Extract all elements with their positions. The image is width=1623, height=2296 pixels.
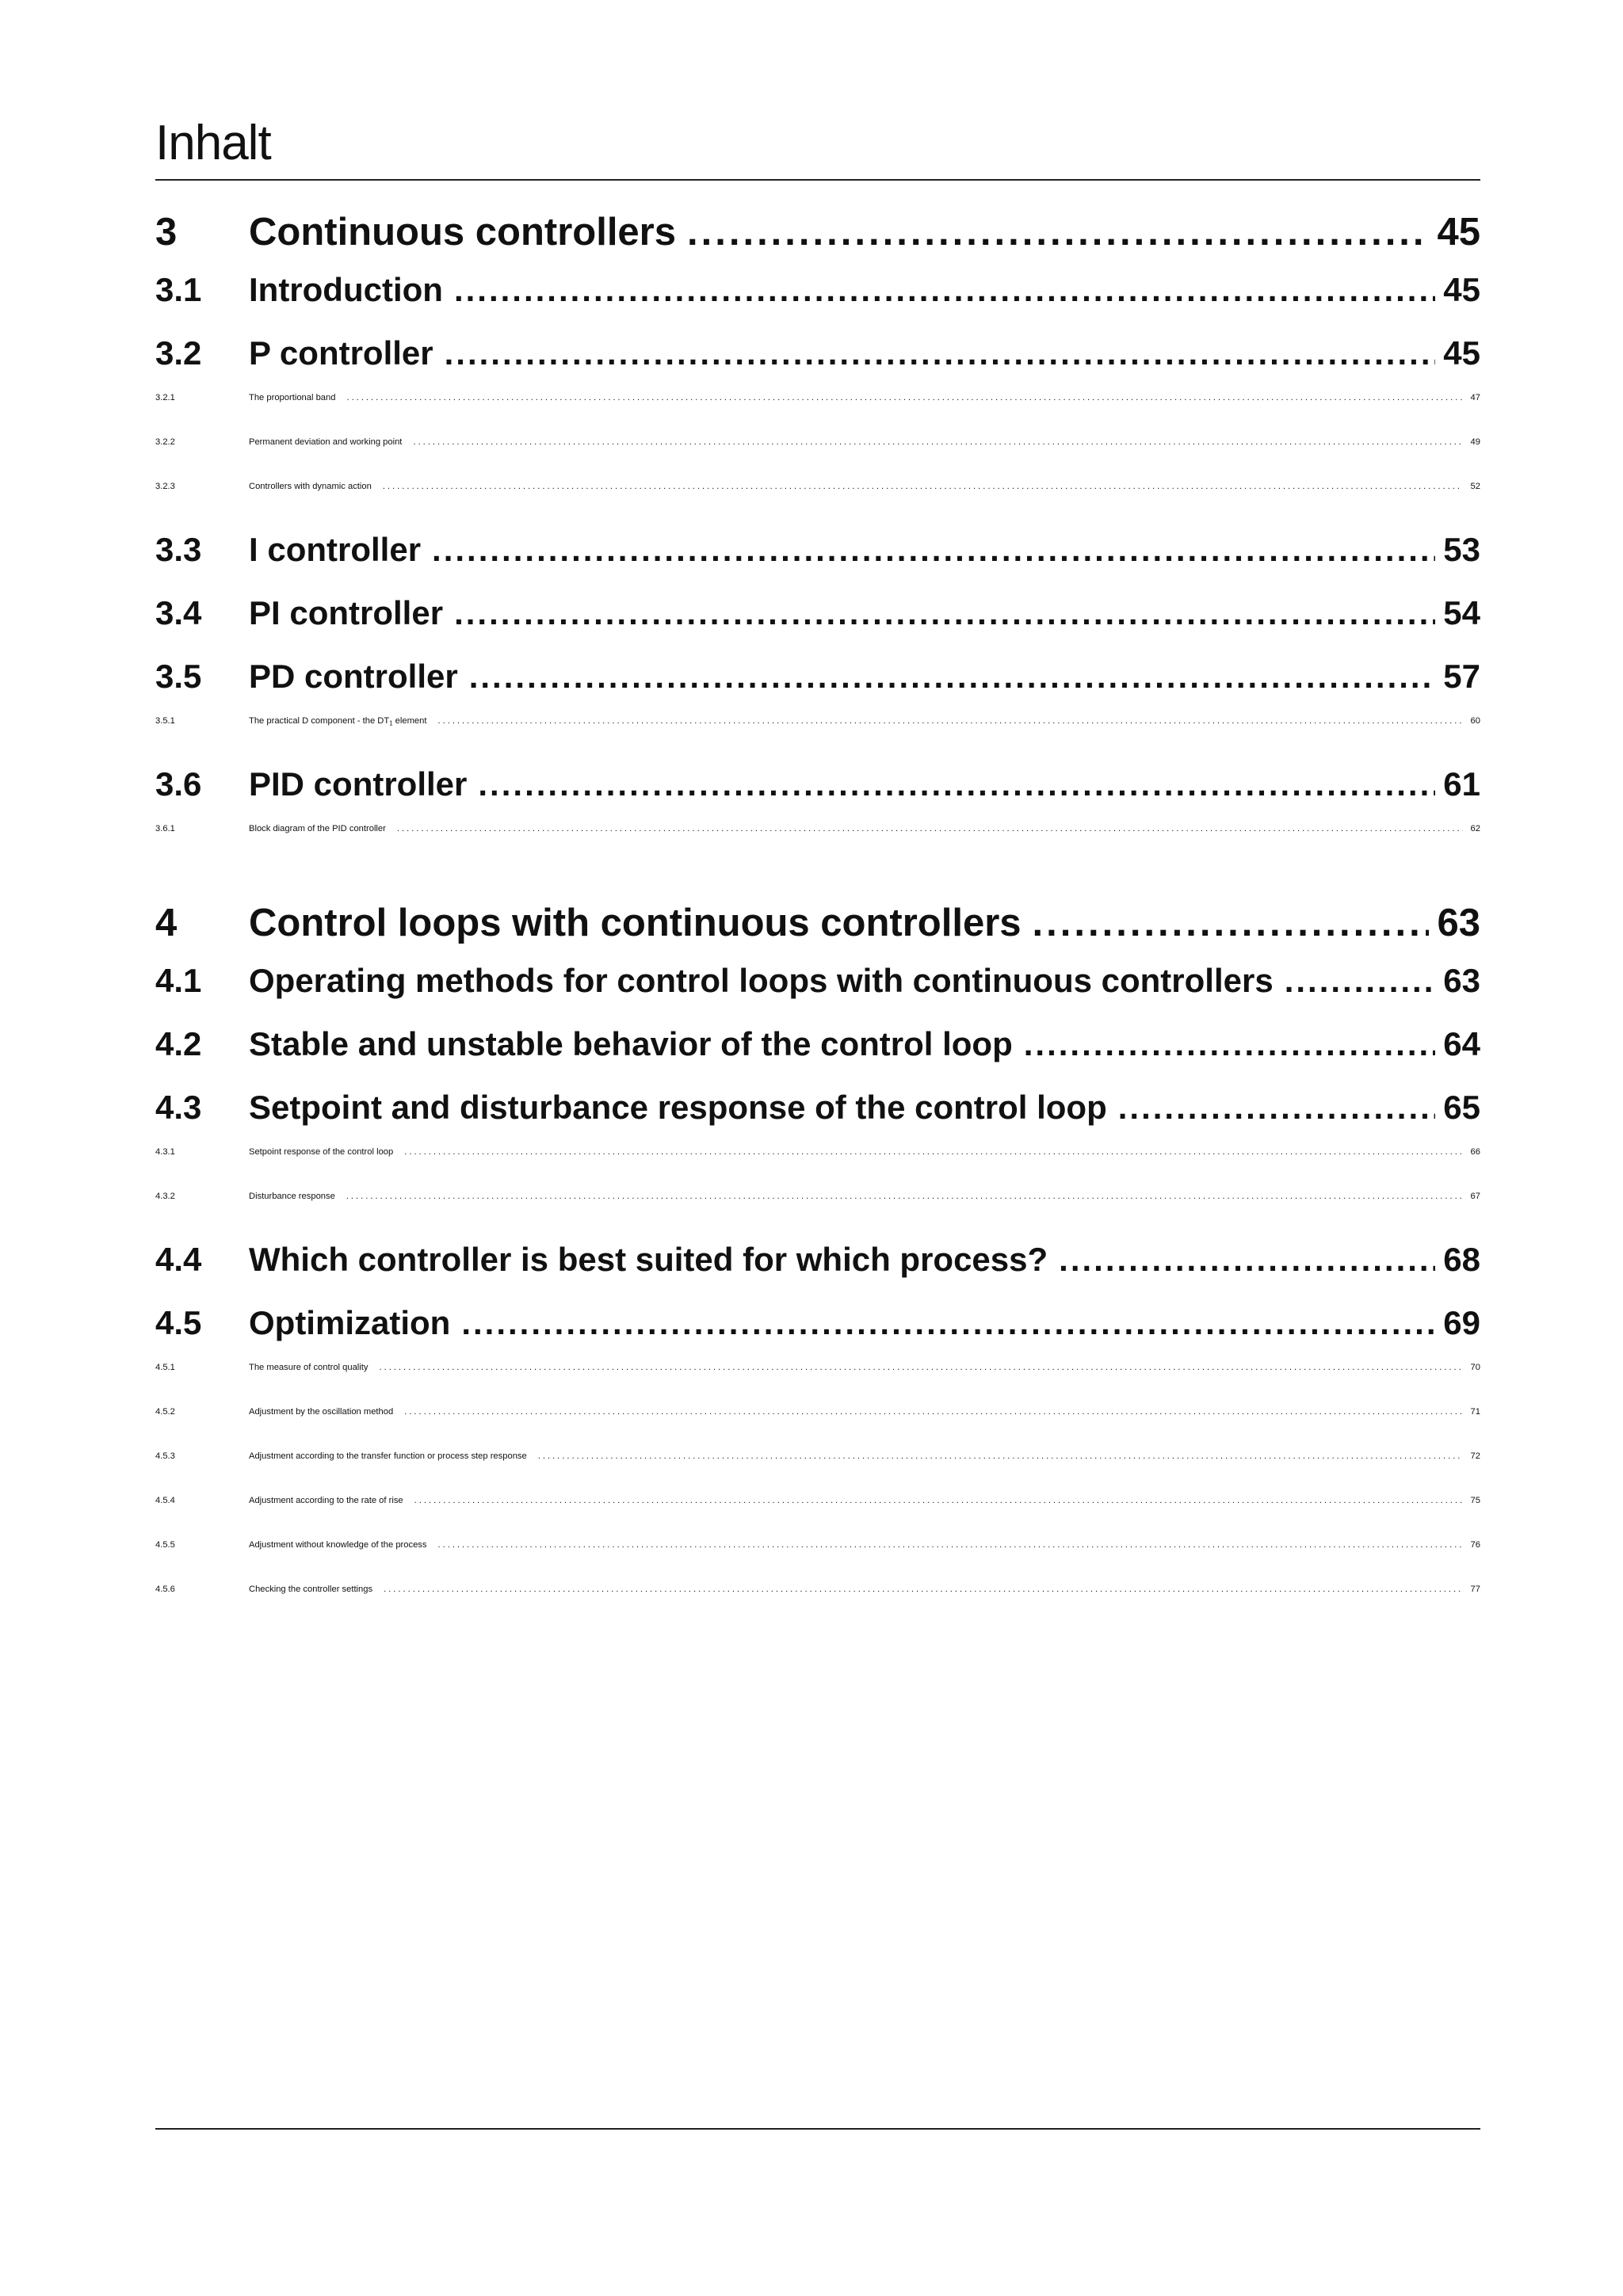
toc-entry-title bbox=[249, 762, 467, 807]
toc-entry-number: 3.5.1 bbox=[155, 716, 175, 726]
toc-entry-title-text: Stable and unstable behavior of the control loop bbox=[249, 1025, 1013, 1062]
toc-entry-number: 4.3 bbox=[155, 1089, 202, 1126]
footer-rule bbox=[155, 2128, 1480, 2130]
toc-entry-title bbox=[249, 1238, 1048, 1282]
toc-section-entry[interactable] bbox=[155, 331, 1480, 376]
toc-subsection-entry[interactable] bbox=[155, 1567, 1480, 1611]
toc-section-entry[interactable] bbox=[155, 959, 1480, 1003]
toc-section-entry[interactable] bbox=[155, 528, 1480, 572]
toc-entry-title bbox=[249, 1434, 527, 1478]
toc-subsection-entry[interactable] bbox=[155, 1390, 1480, 1434]
toc-entry-page-number: 45 bbox=[1443, 271, 1480, 308]
dot-leader bbox=[383, 464, 1463, 509]
toc-section-entry[interactable] bbox=[155, 1301, 1480, 1345]
toc-entry-title bbox=[249, 1390, 393, 1434]
toc-section-entry[interactable] bbox=[155, 762, 1480, 807]
toc-entry-page-number: 61 bbox=[1443, 765, 1480, 803]
toc-entry-page-number: 54 bbox=[1443, 594, 1480, 631]
toc-entry-title bbox=[249, 203, 676, 261]
toc-entry-page-number: 53 bbox=[1443, 531, 1480, 568]
toc-entry-page-number: 60 bbox=[1470, 716, 1480, 726]
toc-subsection-entry[interactable] bbox=[155, 376, 1480, 420]
toc-entry-number: 3.2.2 bbox=[155, 437, 175, 447]
toc-entry-title bbox=[249, 1085, 1107, 1130]
dot-leader bbox=[380, 1345, 1463, 1390]
toc-entry-title-text: Adjustment without knowledge of the process bbox=[249, 1540, 427, 1550]
toc-entry-title bbox=[249, 464, 372, 509]
toc-entry-title bbox=[249, 894, 1022, 952]
toc-entry-page-number: 49 bbox=[1470, 437, 1480, 447]
toc-section-entry[interactable] bbox=[155, 654, 1480, 699]
toc-section-entry[interactable] bbox=[155, 1022, 1480, 1066]
toc-entry-title-text: Adjustment according to the rate of rise bbox=[249, 1496, 403, 1505]
toc-entry-page-number: 76 bbox=[1470, 1540, 1480, 1550]
toc-entry-number: 4.5.1 bbox=[155, 1363, 175, 1372]
toc-entry-title bbox=[249, 1301, 450, 1345]
dot-leader bbox=[687, 203, 1429, 261]
dot-leader bbox=[478, 762, 1435, 807]
toc-entry-title-text: Control loops with continuous controllers bbox=[249, 902, 1022, 944]
toc-entry-title-suffix: element bbox=[392, 716, 427, 726]
toc-chapter-entry[interactable] bbox=[155, 894, 1480, 952]
dot-leader bbox=[432, 528, 1435, 572]
toc-entry-title-text: P controller bbox=[249, 334, 433, 372]
toc-entry-title-text: Optimization bbox=[249, 1304, 451, 1341]
toc-entry-page-number: 66 bbox=[1470, 1147, 1480, 1157]
toc-entry-title bbox=[249, 268, 443, 312]
toc-entry-page-number: 52 bbox=[1470, 482, 1480, 491]
dot-leader bbox=[1285, 959, 1436, 1003]
toc-entry-number: 3.6.1 bbox=[155, 824, 175, 833]
dot-leader bbox=[1059, 1238, 1435, 1282]
page-title: Inhalt bbox=[155, 116, 271, 170]
toc-entry-page-number: 65 bbox=[1443, 1089, 1480, 1126]
toc-entry-title bbox=[249, 1022, 1013, 1066]
toc-entry-page-number: 75 bbox=[1470, 1496, 1480, 1505]
toc-entry-title bbox=[249, 1174, 335, 1219]
toc-entry-title bbox=[249, 1345, 369, 1390]
toc-entry-number: 3 bbox=[155, 211, 178, 254]
toc-entry-title-text: Controllers with dynamic action bbox=[249, 482, 372, 491]
toc-subsection-entry[interactable] bbox=[155, 420, 1480, 464]
toc-entry-title bbox=[249, 420, 402, 464]
toc-entry-number: 4.2 bbox=[155, 1025, 202, 1062]
toc-subsection-entry[interactable] bbox=[155, 1434, 1480, 1478]
toc-entry-title-text: Setpoint and disturbance response of the control loop bbox=[249, 1089, 1107, 1126]
toc-entry-title-text: The practical D component - the DT bbox=[249, 716, 390, 726]
toc-entry-number: 4.4 bbox=[155, 1241, 202, 1278]
toc-entry-title-text: Permanent deviation and working point bbox=[249, 437, 403, 447]
toc-entry-page-number: 77 bbox=[1470, 1585, 1480, 1594]
toc-entry-number: 4.1 bbox=[155, 962, 202, 999]
dot-leader bbox=[404, 1130, 1462, 1174]
toc-entry-title-text: Continuous controllers bbox=[249, 211, 676, 254]
toc-subsection-entry[interactable] bbox=[155, 807, 1480, 851]
dot-leader bbox=[454, 268, 1435, 312]
toc-subsection-entry[interactable] bbox=[155, 1345, 1480, 1390]
toc-entry-number: 4.5.4 bbox=[155, 1496, 175, 1505]
toc-entry-title bbox=[249, 331, 433, 376]
toc-entry-title bbox=[249, 1567, 372, 1611]
toc-entry-title-text: Operating methods for control loops with continuous controllers bbox=[249, 962, 1274, 999]
toc-section-entry[interactable] bbox=[155, 591, 1480, 635]
page-header bbox=[155, 116, 1480, 181]
dot-leader bbox=[346, 376, 1462, 420]
toc-entry-page-number: 45 bbox=[1443, 334, 1480, 372]
toc-entry-page-number: 57 bbox=[1443, 658, 1480, 695]
toc-entry-title-text: PD controller bbox=[249, 658, 458, 695]
dot-leader bbox=[438, 1523, 1463, 1567]
toc-entry-title-subscript: 1 bbox=[389, 719, 393, 727]
toc-entry-title bbox=[249, 959, 1274, 1003]
toc-entry-number: 3.3 bbox=[155, 531, 202, 568]
toc-entry-page-number: 67 bbox=[1470, 1192, 1480, 1201]
toc-entry-title-text: Block diagram of the PID controller bbox=[249, 824, 386, 833]
table-of-contents bbox=[155, 203, 1480, 1611]
toc-entry-number: 3.1 bbox=[155, 271, 202, 308]
toc-entry-number: 4.5.6 bbox=[155, 1585, 175, 1594]
toc-subsection-entry[interactable] bbox=[155, 464, 1480, 509]
dot-leader bbox=[454, 591, 1435, 635]
dot-leader bbox=[414, 1478, 1463, 1523]
toc-entry-number: 3.2.1 bbox=[155, 393, 175, 402]
toc-entry-title bbox=[249, 654, 458, 699]
toc-subsection-entry[interactable] bbox=[155, 1174, 1480, 1219]
toc-entry-title-text: Setpoint response of the control loop bbox=[249, 1147, 394, 1157]
toc-entry-number: 3.2 bbox=[155, 334, 202, 372]
toc-entry-page-number: 63 bbox=[1443, 962, 1480, 999]
toc-entry-number: 4.5 bbox=[155, 1304, 202, 1341]
toc-entry-title-text: Disturbance response bbox=[249, 1192, 335, 1201]
toc-entry-title bbox=[249, 528, 421, 572]
toc-entry-title-text: Adjustment by the oscillation method bbox=[249, 1407, 394, 1417]
toc-entry-title-text: Introduction bbox=[249, 271, 443, 308]
toc-entry-title-text: The proportional band bbox=[249, 393, 336, 402]
toc-entry-page-number: 72 bbox=[1470, 1451, 1480, 1461]
toc-entry-title bbox=[249, 699, 427, 746]
toc-entry-number: 4.5.2 bbox=[155, 1407, 175, 1417]
toc-entry-number: 3.5 bbox=[155, 658, 202, 695]
dot-leader bbox=[346, 1174, 1463, 1219]
toc-entry-page-number: 68 bbox=[1443, 1241, 1480, 1278]
dot-leader bbox=[461, 1301, 1435, 1345]
toc-entry-page-number: 63 bbox=[1437, 902, 1480, 944]
dot-leader bbox=[469, 654, 1436, 699]
toc-entry-title-text: Which controller is best suited for which process? bbox=[249, 1241, 1048, 1278]
dot-leader bbox=[384, 1567, 1462, 1611]
dot-leader bbox=[445, 331, 1436, 376]
toc-entry-page-number: 71 bbox=[1470, 1407, 1480, 1417]
toc-entry-title bbox=[249, 376, 335, 420]
toc-entry-title-text: PI controller bbox=[249, 594, 444, 631]
toc-section-entry[interactable] bbox=[155, 1238, 1480, 1282]
toc-entry-page-number: 47 bbox=[1470, 393, 1480, 402]
toc-entry-number: 4.5.5 bbox=[155, 1540, 175, 1550]
dot-leader bbox=[1118, 1085, 1436, 1130]
toc-entry-title bbox=[249, 591, 443, 635]
toc-entry-page-number: 70 bbox=[1470, 1363, 1480, 1372]
toc-entry-number: 4.3.1 bbox=[155, 1147, 175, 1157]
toc-entry-title bbox=[249, 807, 386, 851]
toc-entry-number: 3.4 bbox=[155, 594, 202, 631]
dot-leader bbox=[397, 807, 1463, 851]
toc-entry-page-number: 62 bbox=[1470, 824, 1480, 833]
toc-entry-title-text: I controller bbox=[249, 531, 422, 568]
toc-entry-title-text: PID controller bbox=[249, 765, 468, 803]
toc-entry-number: 4.3.2 bbox=[155, 1192, 175, 1201]
toc-entry-number: 3.6 bbox=[155, 765, 202, 803]
dot-leader bbox=[438, 699, 1463, 743]
toc-subsection-entry[interactable] bbox=[155, 1130, 1480, 1174]
toc-entry-number: 3.2.3 bbox=[155, 482, 175, 491]
dot-leader bbox=[538, 1434, 1463, 1478]
dot-leader bbox=[413, 420, 1462, 464]
dot-leader bbox=[404, 1390, 1462, 1434]
toc-entry-page-number: 45 bbox=[1437, 211, 1480, 254]
toc-entry-page-number: 69 bbox=[1443, 1304, 1480, 1341]
toc-entry-title bbox=[249, 1130, 393, 1174]
toc-subsection-entry[interactable] bbox=[155, 1523, 1480, 1567]
toc-entry-page-number: 64 bbox=[1443, 1025, 1480, 1062]
dot-leader bbox=[1024, 1022, 1436, 1066]
toc-entry-title bbox=[249, 1523, 427, 1567]
toc-entry-title-text: The measure of control quality bbox=[249, 1363, 369, 1372]
toc-entry-number: 4 bbox=[155, 902, 178, 944]
toc-chapter-entry[interactable] bbox=[155, 203, 1480, 261]
toc-entry-title-text: Adjustment according to the transfer function or process step response bbox=[249, 1451, 527, 1461]
toc-section-entry[interactable] bbox=[155, 1085, 1480, 1130]
toc-entry-number: 4.5.3 bbox=[155, 1451, 175, 1461]
toc-subsection-entry[interactable] bbox=[155, 699, 1480, 743]
toc-subsection-entry[interactable] bbox=[155, 1478, 1480, 1523]
dot-leader bbox=[1033, 894, 1430, 952]
toc-entry-title-text: Checking the controller settings bbox=[249, 1585, 373, 1594]
toc-section-entry[interactable] bbox=[155, 268, 1480, 312]
toc-entry-title bbox=[249, 1478, 403, 1523]
